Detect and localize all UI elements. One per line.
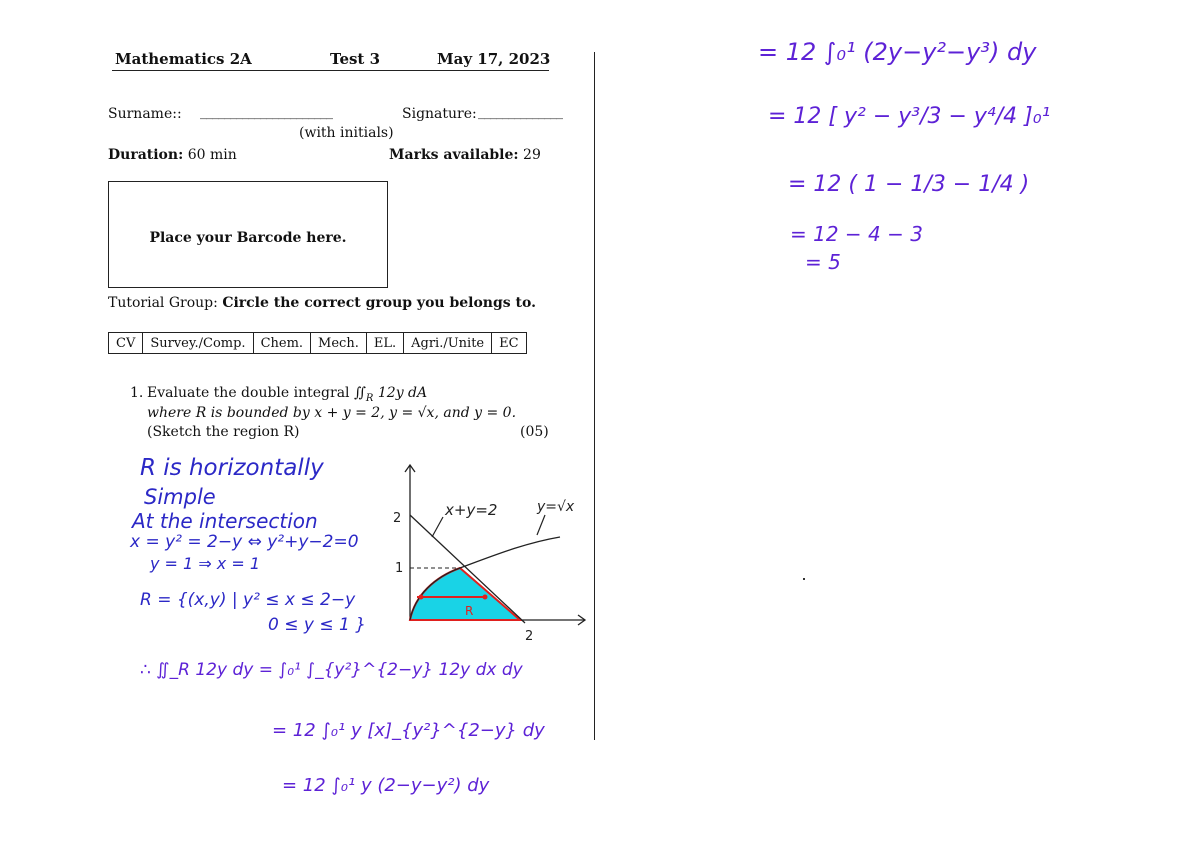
hw-region-bounds: 0 ≤ y ≤ 1 } [268, 615, 367, 635]
group-cv[interactable]: CV [109, 333, 143, 354]
label-region: R [465, 604, 474, 618]
signature-field[interactable]: ______________ [478, 104, 562, 120]
region-sketch [385, 455, 595, 645]
label-line: x+y=2 [445, 501, 498, 519]
duration-value: 60 min [187, 147, 237, 163]
question-line3: (Sketch the region R) [147, 424, 300, 440]
hw-horizontally: R is horizontally [140, 455, 324, 481]
label-line-arrow-icon [432, 517, 443, 537]
question-line1: Evaluate the double integral ∬ [147, 385, 366, 401]
question-number: 1. [130, 385, 144, 401]
group-el[interactable]: EL. [366, 333, 403, 354]
surname-label: Surname:: [108, 106, 182, 122]
tick-y1: 1 [395, 561, 404, 576]
marks-value: 29 [523, 147, 541, 163]
tick-x2: 2 [525, 629, 534, 644]
hw-intersection: At the intersection [132, 509, 318, 533]
question-line1-tail: 12y dA [373, 385, 428, 401]
tutorial-instruction: Circle the correct group you belongs to. [222, 295, 536, 311]
hw-right-line1: = 12 ∫₀¹ (2y−y²−y³) dy [758, 38, 1037, 66]
group-mech[interactable]: Mech. [311, 333, 367, 354]
hw-right-line3: = 12 ( 1 − 1/3 − 1/4 ) [788, 172, 1030, 197]
question-line2: where R is bounded by x + y = 2, y = √x, and y = 0. [147, 405, 517, 421]
strip-end-dot [483, 595, 488, 600]
hw-step-inner: = 12 ∫₀¹ y [x]_{y²}^{2−y} dy [272, 720, 545, 741]
course-title: Mathematics 2A [115, 50, 252, 68]
barcode-box [108, 181, 388, 288]
question-marks: (05) [520, 424, 549, 440]
hw-right-line2: = 12 [ y² − y³/3 − y⁴/4 ]₀¹ [768, 104, 1051, 129]
group-ec[interactable]: EC [492, 333, 526, 354]
marks-label: Marks available: [389, 147, 519, 163]
hw-right-line5: = 5 [805, 250, 841, 274]
question-line1-sub: R [365, 392, 374, 404]
header-rule [112, 70, 549, 71]
with-initials-note: (with initials) [299, 125, 394, 141]
label-curve: y=√x [537, 499, 575, 515]
tutorial-group-table [108, 332, 527, 354]
tutorial-label: Tutorial Group: [108, 295, 218, 311]
strip-start-dot [419, 595, 424, 600]
duration-label: Duration: [108, 147, 184, 163]
hw-simple: Simple [144, 485, 216, 509]
group-agri-unite[interactable]: Agri./Unite [404, 333, 492, 354]
group-chem[interactable]: Chem. [253, 333, 310, 354]
test-date: May 17, 2023 [437, 50, 551, 68]
label-curve-arrow-icon [537, 515, 545, 535]
tick-y2: 2 [393, 511, 402, 526]
stray-dot [803, 578, 805, 580]
hw-double-integral: ∴ ∬_R 12y dy = ∫₀¹ ∫_{y²}^{2−y} 12y dx dy [140, 660, 523, 680]
hw-step-expand: = 12 ∫₀¹ y (2−y−y²) dy [282, 775, 490, 796]
hw-region-def: R = {(x,y) | y² ≤ x ≤ 2−y [140, 590, 356, 610]
hw-solution: y = 1 ⇒ x = 1 [150, 554, 261, 573]
signature-label: Signature: [402, 106, 477, 122]
surname-field[interactable]: ______________________ [200, 104, 332, 120]
barcode-placeholder: Place your Barcode here. [149, 230, 347, 246]
test-title: Test 3 [330, 50, 381, 68]
hw-equation: x = y² = 2−y ⇔ y²+y−2=0 [130, 532, 359, 552]
hw-right-line4: = 12 − 4 − 3 [790, 222, 923, 246]
group-survey-comp[interactable]: Survey./Comp. [143, 333, 253, 354]
